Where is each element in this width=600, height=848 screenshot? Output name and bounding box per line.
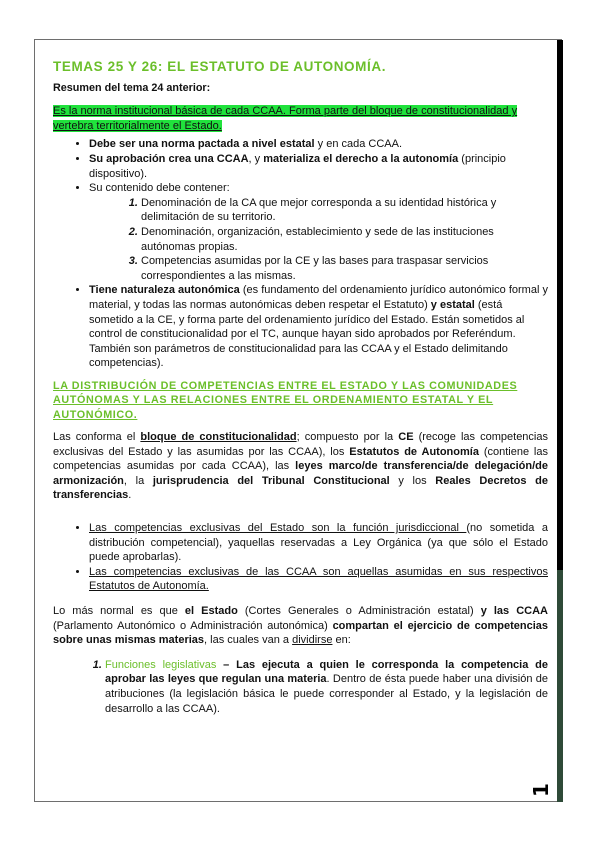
green-italic-term: Funciones legislativas	[105, 658, 217, 671]
text: Denominación de la CA que mejor corresponda a su identidad histórica y delimitación de su territorio.	[141, 196, 497, 224]
text: Denominación, organización, establecimiento y sede de las instituciones autónomas propias.	[141, 225, 494, 253]
highlighted-definition	[53, 104, 548, 133]
text: ; compuesto por la	[296, 431, 399, 444]
bold-text: Debe ser una norma pactada a nivel estatal	[89, 138, 315, 151]
list-item	[89, 521, 548, 565]
sublist-item	[141, 196, 548, 225]
bold-text: y las CCAA	[480, 605, 549, 618]
bold-text: materializa el derecho a la autonomía	[263, 152, 459, 165]
text: y los	[389, 474, 436, 487]
text: , las cuales van a	[204, 634, 293, 647]
bold-text: el Estado	[184, 605, 238, 618]
bold-text: – Las ejecuta a quien le corresponda la competencia de aprobar las leyes que regulan una materia	[105, 658, 548, 686]
content-sublist	[89, 196, 548, 284]
highlighted-text: Es la norma institucional básica de cada CCAA. Forma parte del bloque de constitucionalidad y vertebra territorialmente el Estado.	[53, 105, 518, 132]
list-item	[89, 137, 548, 152]
bold-text: compartan el ejercicio de competencias sobre unas mismas materias	[53, 619, 548, 647]
document-title: TEMAS 25 Y 26: EL ESTATUTO DE AUTONOMÍA.	[53, 59, 387, 74]
list-item	[89, 565, 548, 594]
paragraph	[53, 430, 548, 503]
bold-text: Tiene naturaleza autonómica	[89, 284, 240, 297]
text: , la	[123, 474, 153, 487]
text: (contiene las competencias asumidas por cada CCAA), las	[53, 445, 548, 473]
bold-text: Reales Decretos de transferencias	[53, 474, 548, 502]
text: Competencias asumidas por la CE y las bases para traspasar servicios correspondientes a las mismas.	[141, 255, 489, 282]
paragraph	[53, 604, 548, 648]
bold-text: leyes marco/de transferencia/de delegación/de armonización	[53, 460, 548, 487]
list-item	[105, 658, 548, 716]
bold-text: y estatal	[430, 298, 475, 311]
page-side-bar-lower	[557, 570, 563, 802]
bold-text: CE	[398, 431, 414, 444]
summary-subheading: Resumen del tema 24 anterior:	[53, 81, 211, 94]
bold-text: Su aprobación crea una CCAA	[89, 152, 249, 165]
sublist-item	[141, 254, 548, 283]
sublist-item	[141, 225, 548, 254]
underlined-bold-text: bloque de constitucionalidad	[140, 431, 297, 444]
list-item	[89, 181, 548, 283]
text: Lo más normal es que	[53, 605, 185, 618]
bold-text: jurisprudencia del Tribunal Constitucional	[152, 474, 390, 487]
competencies-bullet-list	[53, 521, 548, 594]
text: . Dentro de ésta puede haber una división de atribuciones (la legislación básica le puede corresponder al Estado, y la legislación de desarrollo a las CCAA).	[105, 673, 548, 715]
list-item	[89, 152, 548, 181]
section-heading: LA DISTRIBUCIÓN DE COMPETENCIAS ENTRE EL ESTADO Y LAS COMUNIDADES AUTÓNOMAS Y LAS RELACIONES ENTRE EL ORDENAMIENTO ESTATAL Y EL AUTONÓMICO.	[53, 379, 518, 421]
page-side-bar	[557, 40, 563, 570]
text: , y	[248, 152, 264, 165]
spacer	[53, 513, 548, 521]
text: (recoge las competencias exclusivas del Estado y las asumidas por las CCAA), los	[53, 431, 548, 458]
text: (está sometido a la CE, y forma parte del ordenamiento jurídico del Estado. Están sometidos al control de constitucionalidad por el TC, aunque hayan sido aprobados por Referéndum. También son parámetros de constitucionalidad para las CCAA y el Estado delimitando competencias).	[89, 298, 525, 370]
text: .	[128, 489, 132, 502]
underlined-text: Las competencias exclusivas del Estado son la función jurisdiccional	[89, 522, 467, 535]
text: (Cortes Generales o Administración estatal)	[237, 605, 481, 618]
summary-bullet-list	[53, 137, 548, 371]
text: y en cada CCAA.	[314, 138, 403, 151]
functions-list	[53, 658, 548, 716]
text: (no sometida a distribución competencial), yaquellas reservadas a Ley Orgánica (ya que sólo el Estado puede aprobarlas).	[89, 522, 548, 564]
text: en:	[332, 634, 351, 647]
document-body	[53, 60, 548, 716]
list-item	[89, 283, 548, 371]
text: Su contenido debe contener:	[89, 182, 230, 195]
underlined-text: dividirse	[292, 634, 333, 647]
text: (es fundamento del ordenamiento jurídico autonómico formal y material, y todas las normas autonómicas deben respetar el Estatuto)	[89, 284, 548, 311]
underlined-text: Las competencias exclusivas de las CCAA son aquellas asumidas en sus respectivos Estatutos de Autonomía.	[89, 565, 548, 593]
text: Las conforma el	[53, 431, 141, 444]
text: (principio dispositivo).	[89, 152, 506, 180]
bold-text: Estatutos de Autonomía	[349, 445, 479, 458]
page-number: 1	[528, 783, 553, 797]
text: (Parlamento Autonómico o Administración autonómica)	[53, 619, 333, 632]
